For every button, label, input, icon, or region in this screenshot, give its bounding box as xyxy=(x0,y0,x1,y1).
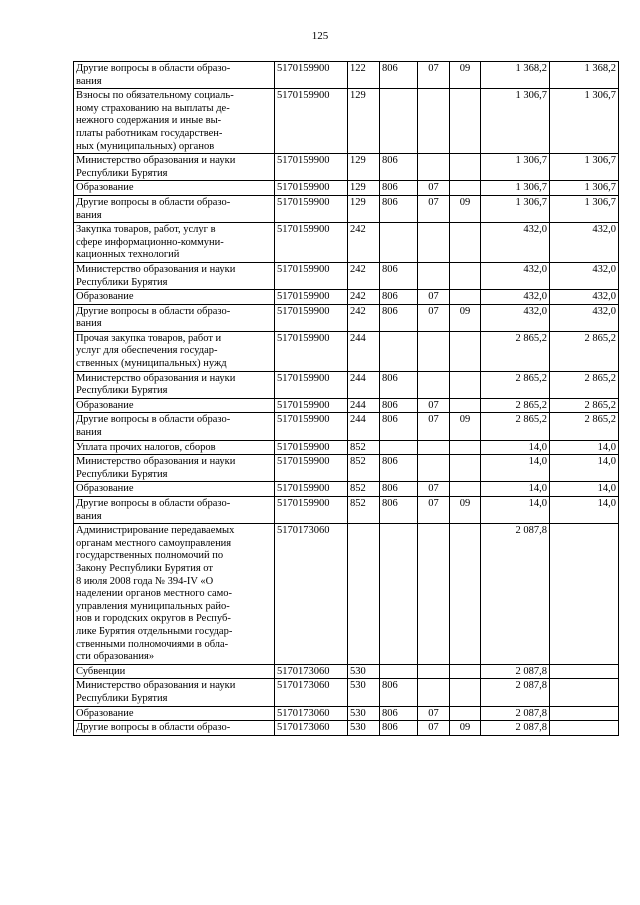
table-row xyxy=(74,290,619,305)
table-row xyxy=(74,331,619,371)
target-article-cell: 5170159900 xyxy=(275,89,348,154)
section-cell: 07 xyxy=(418,413,450,440)
subsection-cell xyxy=(450,398,481,413)
table-row xyxy=(74,371,619,398)
amount-cell-2: 432,0 xyxy=(550,290,619,305)
administrator-code-cell xyxy=(380,331,418,371)
section-cell xyxy=(418,679,450,706)
row-name-cell: Образование xyxy=(74,290,275,305)
subsection-cell: 09 xyxy=(450,62,481,89)
subsection-cell xyxy=(450,89,481,154)
amount-cell-2: 432,0 xyxy=(550,304,619,331)
row-name-cell: Взносы по обязательному социаль- ному страхованию на выплаты де- нежного содержания и иные вы- платы работникам государствен- ных (муниципальных) органов xyxy=(74,89,275,154)
target-article-cell: 5170159900 xyxy=(275,181,348,196)
target-article-cell: 5170159900 xyxy=(275,371,348,398)
section-cell xyxy=(418,371,450,398)
section-cell xyxy=(418,262,450,289)
amount-cell-2 xyxy=(550,524,619,665)
amount-cell-2: 1 306,7 xyxy=(550,181,619,196)
administrator-code-cell: 806 xyxy=(380,371,418,398)
administrator-code-cell: 806 xyxy=(380,497,418,524)
row-name-cell: Прочая закупка товаров, работ и услуг для обеспечения государ- ственных (муниципальных) нужд xyxy=(74,331,275,371)
subsection-cell xyxy=(450,440,481,455)
amount-cell-2 xyxy=(550,664,619,679)
section-cell: 07 xyxy=(418,304,450,331)
row-name-cell: Министерство образования и науки Республики Бурятия xyxy=(74,154,275,181)
table-row xyxy=(74,195,619,222)
amount-cell-1: 2 865,2 xyxy=(481,371,550,398)
row-name-cell: Другие вопросы в области образо- вания xyxy=(74,304,275,331)
section-cell: 07 xyxy=(418,482,450,497)
table-row xyxy=(74,524,619,665)
table-row xyxy=(74,497,619,524)
amount-cell-2: 2 865,2 xyxy=(550,371,619,398)
table-row xyxy=(74,89,619,154)
target-article-cell: 5170159900 xyxy=(275,413,348,440)
expense-type-cell: 530 xyxy=(348,706,380,721)
expense-type-cell: 244 xyxy=(348,331,380,371)
table-row xyxy=(74,721,619,736)
expense-type-cell: 242 xyxy=(348,262,380,289)
amount-cell-2: 1 306,7 xyxy=(550,89,619,154)
row-name-cell: Субвенции xyxy=(74,664,275,679)
amount-cell-2: 1 368,2 xyxy=(550,62,619,89)
table-row xyxy=(74,679,619,706)
amount-cell-1: 432,0 xyxy=(481,290,550,305)
target-article-cell: 5170159900 xyxy=(275,304,348,331)
expense-type-cell: 852 xyxy=(348,497,380,524)
target-article-cell: 5170159900 xyxy=(275,482,348,497)
expense-type-cell: 129 xyxy=(348,181,380,196)
row-name-cell: Закупка товаров, работ, услуг в сфере информационно-коммуни- кационных технологий xyxy=(74,223,275,263)
expense-type-cell: 852 xyxy=(348,482,380,497)
expense-type-cell: 242 xyxy=(348,304,380,331)
section-cell: 07 xyxy=(418,181,450,196)
table-row xyxy=(74,262,619,289)
row-name-cell: Администрирование передаваемых органам местного самоуправления государственных полномочий по Закону Республики Бурятия от 8 июля 2008 года № 394-IV «О наделении органов местного само- управления муниципальных райо- нов и городских округов в Респуб- лике Бурятия отдельными государ- ственными полномочиями в обла- сти образования» xyxy=(74,524,275,665)
administrator-code-cell: 806 xyxy=(380,413,418,440)
amount-cell-1: 2 865,2 xyxy=(481,331,550,371)
table-row xyxy=(74,223,619,263)
amount-cell-2: 1 306,7 xyxy=(550,154,619,181)
amount-cell-2: 14,0 xyxy=(550,455,619,482)
amount-cell-1: 1 306,7 xyxy=(481,181,550,196)
amount-cell-1: 14,0 xyxy=(481,455,550,482)
section-cell: 07 xyxy=(418,398,450,413)
target-article-cell: 5170159900 xyxy=(275,455,348,482)
subsection-cell xyxy=(450,524,481,665)
page-number: 125 xyxy=(311,30,329,42)
table-row xyxy=(74,455,619,482)
subsection-cell xyxy=(450,181,481,196)
expense-type-cell: 530 xyxy=(348,679,380,706)
amount-cell-1: 14,0 xyxy=(481,440,550,455)
subsection-cell: 09 xyxy=(450,721,481,736)
administrator-code-cell: 806 xyxy=(380,398,418,413)
expense-type-cell: 244 xyxy=(348,398,380,413)
amount-cell-2: 1 306,7 xyxy=(550,195,619,222)
amount-cell-1: 2 865,2 xyxy=(481,398,550,413)
row-name-cell: Другие вопросы в области образо- вания xyxy=(74,195,275,222)
expense-type-cell: 852 xyxy=(348,455,380,482)
administrator-code-cell: 806 xyxy=(380,455,418,482)
row-name-cell: Уплата прочих налогов, сборов xyxy=(74,440,275,455)
row-name-cell: Образование xyxy=(74,706,275,721)
administrator-code-cell: 806 xyxy=(380,482,418,497)
target-article-cell: 5170159900 xyxy=(275,331,348,371)
target-article-cell: 5170159900 xyxy=(275,223,348,263)
amount-cell-2: 14,0 xyxy=(550,497,619,524)
target-article-cell: 5170173060 xyxy=(275,679,348,706)
target-article-cell: 5170159900 xyxy=(275,154,348,181)
administrator-code-cell xyxy=(380,440,418,455)
amount-cell-2 xyxy=(550,721,619,736)
amount-cell-2: 2 865,2 xyxy=(550,398,619,413)
row-name-cell: Другие вопросы в области образо- xyxy=(74,721,275,736)
subsection-cell: 09 xyxy=(450,195,481,222)
expense-type-cell: 129 xyxy=(348,195,380,222)
amount-cell-1: 2 865,2 xyxy=(481,413,550,440)
expense-type-cell xyxy=(348,524,380,665)
amount-cell-1: 2 087,8 xyxy=(481,524,550,665)
amount-cell-2: 14,0 xyxy=(550,482,619,497)
amount-cell-1: 2 087,8 xyxy=(481,664,550,679)
section-cell xyxy=(418,154,450,181)
expense-type-cell: 530 xyxy=(348,664,380,679)
section-cell: 07 xyxy=(418,195,450,222)
table-row xyxy=(74,304,619,331)
table-row xyxy=(74,706,619,721)
expense-type-cell: 129 xyxy=(348,89,380,154)
administrator-code-cell: 806 xyxy=(380,721,418,736)
row-name-cell: Образование xyxy=(74,181,275,196)
subsection-cell xyxy=(450,223,481,263)
subsection-cell xyxy=(450,331,481,371)
administrator-code-cell: 806 xyxy=(380,181,418,196)
amount-cell-1: 432,0 xyxy=(481,304,550,331)
subsection-cell: 09 xyxy=(450,304,481,331)
expense-type-cell: 242 xyxy=(348,290,380,305)
target-article-cell: 5170159900 xyxy=(275,440,348,455)
table-row xyxy=(74,154,619,181)
row-name-cell: Образование xyxy=(74,482,275,497)
table-row xyxy=(74,440,619,455)
target-article-cell: 5170173060 xyxy=(275,524,348,665)
administrator-code-cell: 806 xyxy=(380,195,418,222)
amount-cell-1: 14,0 xyxy=(481,482,550,497)
amount-cell-1: 1 368,2 xyxy=(481,62,550,89)
amount-cell-1: 14,0 xyxy=(481,497,550,524)
expense-type-cell: 244 xyxy=(348,371,380,398)
table-row xyxy=(74,413,619,440)
section-cell xyxy=(418,223,450,263)
row-name-cell: Образование xyxy=(74,398,275,413)
administrator-code-cell: 806 xyxy=(380,154,418,181)
section-cell: 07 xyxy=(418,706,450,721)
subsection-cell xyxy=(450,371,481,398)
amount-cell-2: 14,0 xyxy=(550,440,619,455)
table-row xyxy=(74,482,619,497)
administrator-code-cell: 806 xyxy=(380,290,418,305)
subsection-cell xyxy=(450,290,481,305)
row-name-cell: Министерство образования и науки Республики Бурятия xyxy=(74,679,275,706)
amount-cell-1: 432,0 xyxy=(481,262,550,289)
section-cell: 07 xyxy=(418,721,450,736)
expense-type-cell: 852 xyxy=(348,440,380,455)
amount-cell-1: 1 306,7 xyxy=(481,154,550,181)
target-article-cell: 5170173060 xyxy=(275,721,348,736)
section-cell: 07 xyxy=(418,497,450,524)
amount-cell-2: 2 865,2 xyxy=(550,413,619,440)
table-row xyxy=(74,664,619,679)
expense-type-cell: 122 xyxy=(348,62,380,89)
target-article-cell: 5170159900 xyxy=(275,398,348,413)
section-cell: 07 xyxy=(418,290,450,305)
expense-type-cell: 242 xyxy=(348,223,380,263)
amount-cell-2 xyxy=(550,706,619,721)
table-row xyxy=(74,181,619,196)
amount-cell-1: 432,0 xyxy=(481,223,550,263)
subsection-cell: 09 xyxy=(450,497,481,524)
table-body xyxy=(74,62,619,736)
target-article-cell: 5170173060 xyxy=(275,706,348,721)
administrator-code-cell: 806 xyxy=(380,262,418,289)
section-cell xyxy=(418,664,450,679)
subsection-cell xyxy=(450,706,481,721)
administrator-code-cell xyxy=(380,89,418,154)
administrator-code-cell: 806 xyxy=(380,706,418,721)
row-name-cell: Министерство образования и науки Республики Бурятия xyxy=(74,371,275,398)
amount-cell-1: 2 087,8 xyxy=(481,706,550,721)
administrator-code-cell: 806 xyxy=(380,679,418,706)
target-article-cell: 5170159900 xyxy=(275,497,348,524)
target-article-cell: 5170159900 xyxy=(275,290,348,305)
amount-cell-2: 432,0 xyxy=(550,223,619,263)
section-cell xyxy=(418,524,450,665)
row-name-cell: Министерство образования и науки Республики Бурятия xyxy=(74,262,275,289)
row-name-cell: Другие вопросы в области образо- вания xyxy=(74,497,275,524)
target-article-cell: 5170159900 xyxy=(275,262,348,289)
amount-cell-1: 1 306,7 xyxy=(481,195,550,222)
section-cell xyxy=(418,331,450,371)
section-cell: 07 xyxy=(418,62,450,89)
amount-cell-2 xyxy=(550,679,619,706)
administrator-code-cell xyxy=(380,664,418,679)
administrator-code-cell: 806 xyxy=(380,62,418,89)
target-article-cell: 5170159900 xyxy=(275,62,348,89)
table-row xyxy=(74,62,619,89)
administrator-code-cell xyxy=(380,223,418,263)
subsection-cell: 09 xyxy=(450,413,481,440)
row-name-cell: Другие вопросы в области образо- вания xyxy=(74,413,275,440)
subsection-cell xyxy=(450,154,481,181)
expense-type-cell: 530 xyxy=(348,721,380,736)
section-cell xyxy=(418,89,450,154)
subsection-cell xyxy=(450,664,481,679)
subsection-cell xyxy=(450,482,481,497)
expense-type-cell: 129 xyxy=(348,154,380,181)
subsection-cell xyxy=(450,262,481,289)
target-article-cell: 5170173060 xyxy=(275,664,348,679)
amount-cell-2: 2 865,2 xyxy=(550,331,619,371)
subsection-cell xyxy=(450,455,481,482)
amount-cell-1: 2 087,8 xyxy=(481,721,550,736)
amount-cell-1: 2 087,8 xyxy=(481,679,550,706)
administrator-code-cell xyxy=(380,524,418,665)
row-name-cell: Другие вопросы в области образо- вания xyxy=(74,62,275,89)
row-name-cell: Министерство образования и науки Республики Бурятия xyxy=(74,455,275,482)
administrator-code-cell: 806 xyxy=(380,304,418,331)
amount-cell-1: 1 306,7 xyxy=(481,89,550,154)
table-row xyxy=(74,398,619,413)
expense-type-cell: 244 xyxy=(348,413,380,440)
section-cell xyxy=(418,440,450,455)
target-article-cell: 5170159900 xyxy=(275,195,348,222)
section-cell xyxy=(418,455,450,482)
amount-cell-2: 432,0 xyxy=(550,262,619,289)
budget-table xyxy=(73,61,619,736)
subsection-cell xyxy=(450,679,481,706)
